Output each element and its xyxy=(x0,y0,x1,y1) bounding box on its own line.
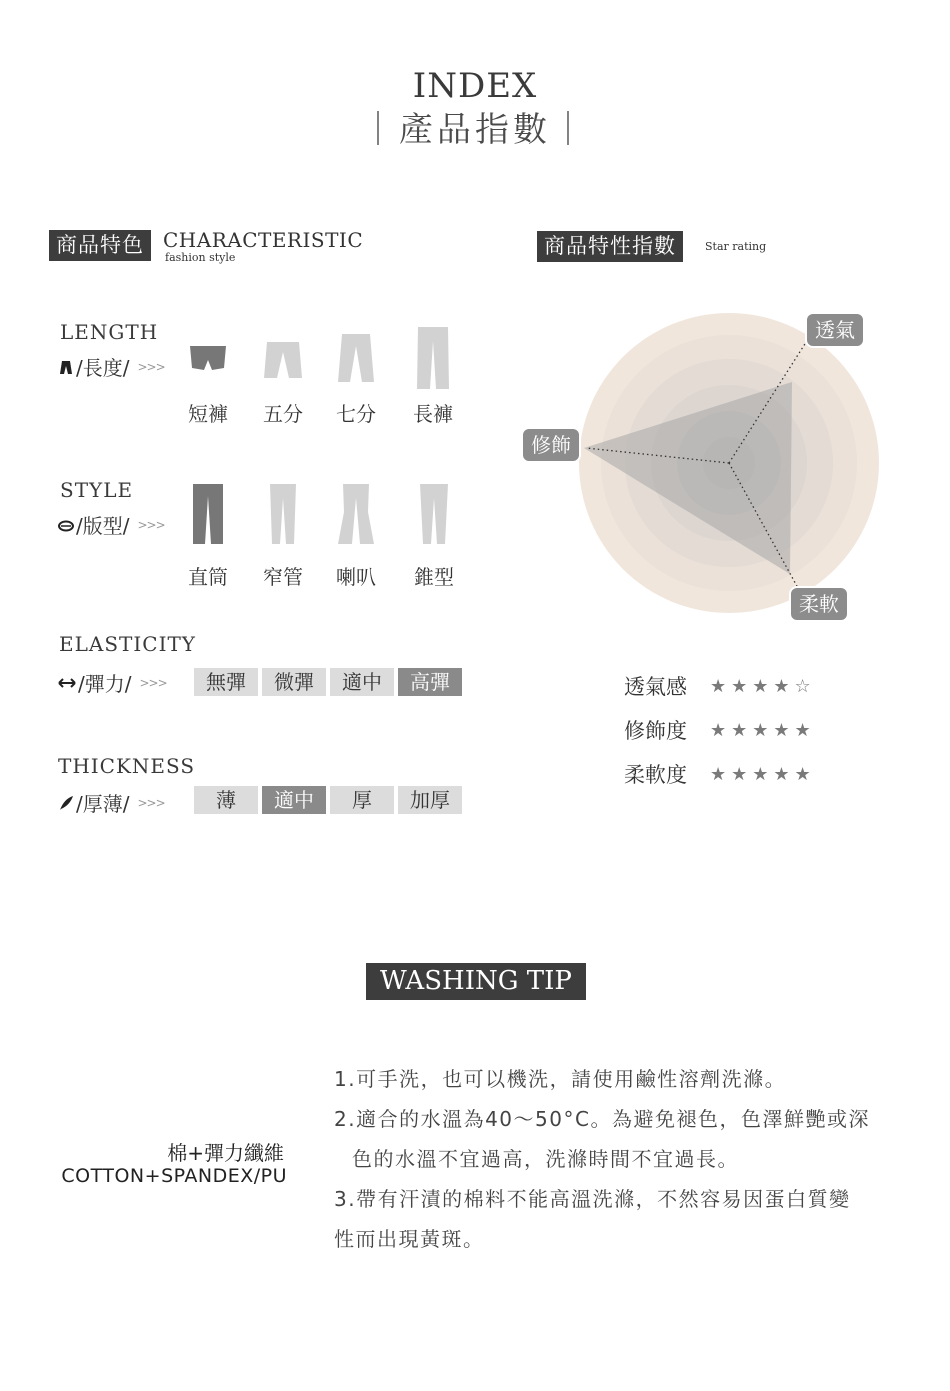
page-title: INDEX xyxy=(412,66,538,106)
length-arrows: >>> xyxy=(137,359,165,374)
thickness-zh: /厚薄/ xyxy=(76,792,130,816)
thickness-arrows: >>> xyxy=(137,795,165,810)
radar-label-flattering: 修飾 xyxy=(521,427,581,463)
rating-section-subtitle: Star rating xyxy=(705,240,767,253)
rating-label: 修飾度 xyxy=(624,719,687,743)
thickness-option-thin: 薄 xyxy=(194,786,258,814)
style-title: STYLE xyxy=(60,478,134,502)
elasticity-option-slight: 微彈 xyxy=(262,668,326,696)
characteristic-subtitle: fashion style xyxy=(165,251,236,264)
length-zh: /長度/ xyxy=(76,356,130,380)
double-arrow-icon xyxy=(58,676,76,690)
long-pants-icon xyxy=(414,325,452,391)
elasticity-label xyxy=(58,668,167,697)
straight-pants-icon xyxy=(190,482,226,546)
page-subtitle: ｜產品指數｜ xyxy=(361,110,589,150)
elasticity-option-none: 無彈 xyxy=(194,668,258,696)
shorts-icon xyxy=(188,344,228,374)
style-option-tapered: 錐型 xyxy=(414,565,454,589)
rating-label: 柔軟度 xyxy=(624,763,687,787)
length-label xyxy=(58,352,165,381)
thickness-option-medium: 適中 xyxy=(262,786,326,814)
style-arrows: >>> xyxy=(137,517,165,532)
washing-tip-line: 2.適合的水溫為40～50°C。為避免褪色，色澤鮮艷或深 xyxy=(334,1107,870,1131)
rating-row-breathable xyxy=(624,664,816,708)
material-zh: 棉+彈力纖維 xyxy=(167,1141,284,1165)
elasticity-scale xyxy=(194,668,462,696)
washing-tip-line: 3.帶有汗漬的棉料不能高溫洗滌，不然容易因蛋白質變 xyxy=(334,1187,851,1211)
flare-pants-icon xyxy=(337,482,375,546)
cropped-pants-icon xyxy=(336,332,376,384)
washing-tip-tag: WASHING TIP xyxy=(366,963,586,1000)
length-icon xyxy=(58,359,74,375)
star-rating: ★★★★★ xyxy=(710,719,816,741)
star-rating: ★★★★☆ xyxy=(710,675,816,697)
tapered-pants-icon xyxy=(418,482,450,546)
style-label xyxy=(58,510,165,539)
length-option-five: 五分 xyxy=(263,402,303,426)
feather-icon xyxy=(58,795,74,811)
skinny-pants-icon xyxy=(268,482,298,546)
ratings-list xyxy=(624,664,816,796)
washing-tip-line: 1.可手洗，也可以機洗，請使用鹼性溶劑洗滌。 xyxy=(334,1067,787,1091)
elasticity-option-high: 高彈 xyxy=(398,668,462,696)
rating-row-flattering xyxy=(624,708,816,752)
radar-label-breathable: 透氣 xyxy=(805,312,865,348)
rating-row-soft xyxy=(624,752,816,796)
characteristic-tag: 商品特色 xyxy=(49,230,151,261)
washing-tip-line: 性而出現黃斑。 xyxy=(334,1227,485,1251)
tape-measure-icon xyxy=(58,517,74,533)
thickness-title: THICKNESS xyxy=(58,754,196,778)
thickness-scale xyxy=(194,786,462,814)
length-title: LENGTH xyxy=(60,320,159,344)
elasticity-zh: /彈力/ xyxy=(78,672,132,696)
style-option-straight: 直筒 xyxy=(188,565,228,589)
style-option-flare: 喇叭 xyxy=(336,565,376,589)
material-en: COTTON+SPANDEX/PU xyxy=(61,1165,287,1187)
washing-tips xyxy=(334,1059,914,1259)
radar-label-soft: 柔軟 xyxy=(789,586,849,622)
elasticity-option-medium: 適中 xyxy=(330,668,394,696)
style-option-skinny: 窄管 xyxy=(263,565,303,589)
rating-section-tag: 商品特性指數 xyxy=(537,231,683,262)
elasticity-arrows: >>> xyxy=(139,675,167,690)
length-option-seven: 七分 xyxy=(336,402,376,426)
thickness-option-thick: 厚 xyxy=(330,786,394,814)
rating-label: 透氣感 xyxy=(624,675,687,699)
characteristic-title: CHARACTERISTIC xyxy=(163,228,364,252)
star-rating: ★★★★★ xyxy=(710,763,816,785)
radar-chart xyxy=(578,312,880,614)
elasticity-title: ELASTICITY xyxy=(59,632,197,656)
length-option-long: 長褲 xyxy=(413,402,453,426)
washing-tip-line: 色的水溫不宜過高，洗滌時間不宜過長。 xyxy=(352,1147,739,1171)
thickness-option-extra-thick: 加厚 xyxy=(398,786,462,814)
length-option-shorts: 短褲 xyxy=(188,402,228,426)
style-zh: /版型/ xyxy=(76,514,130,538)
thickness-label xyxy=(58,788,165,817)
five-quarter-pants-icon xyxy=(262,340,304,380)
